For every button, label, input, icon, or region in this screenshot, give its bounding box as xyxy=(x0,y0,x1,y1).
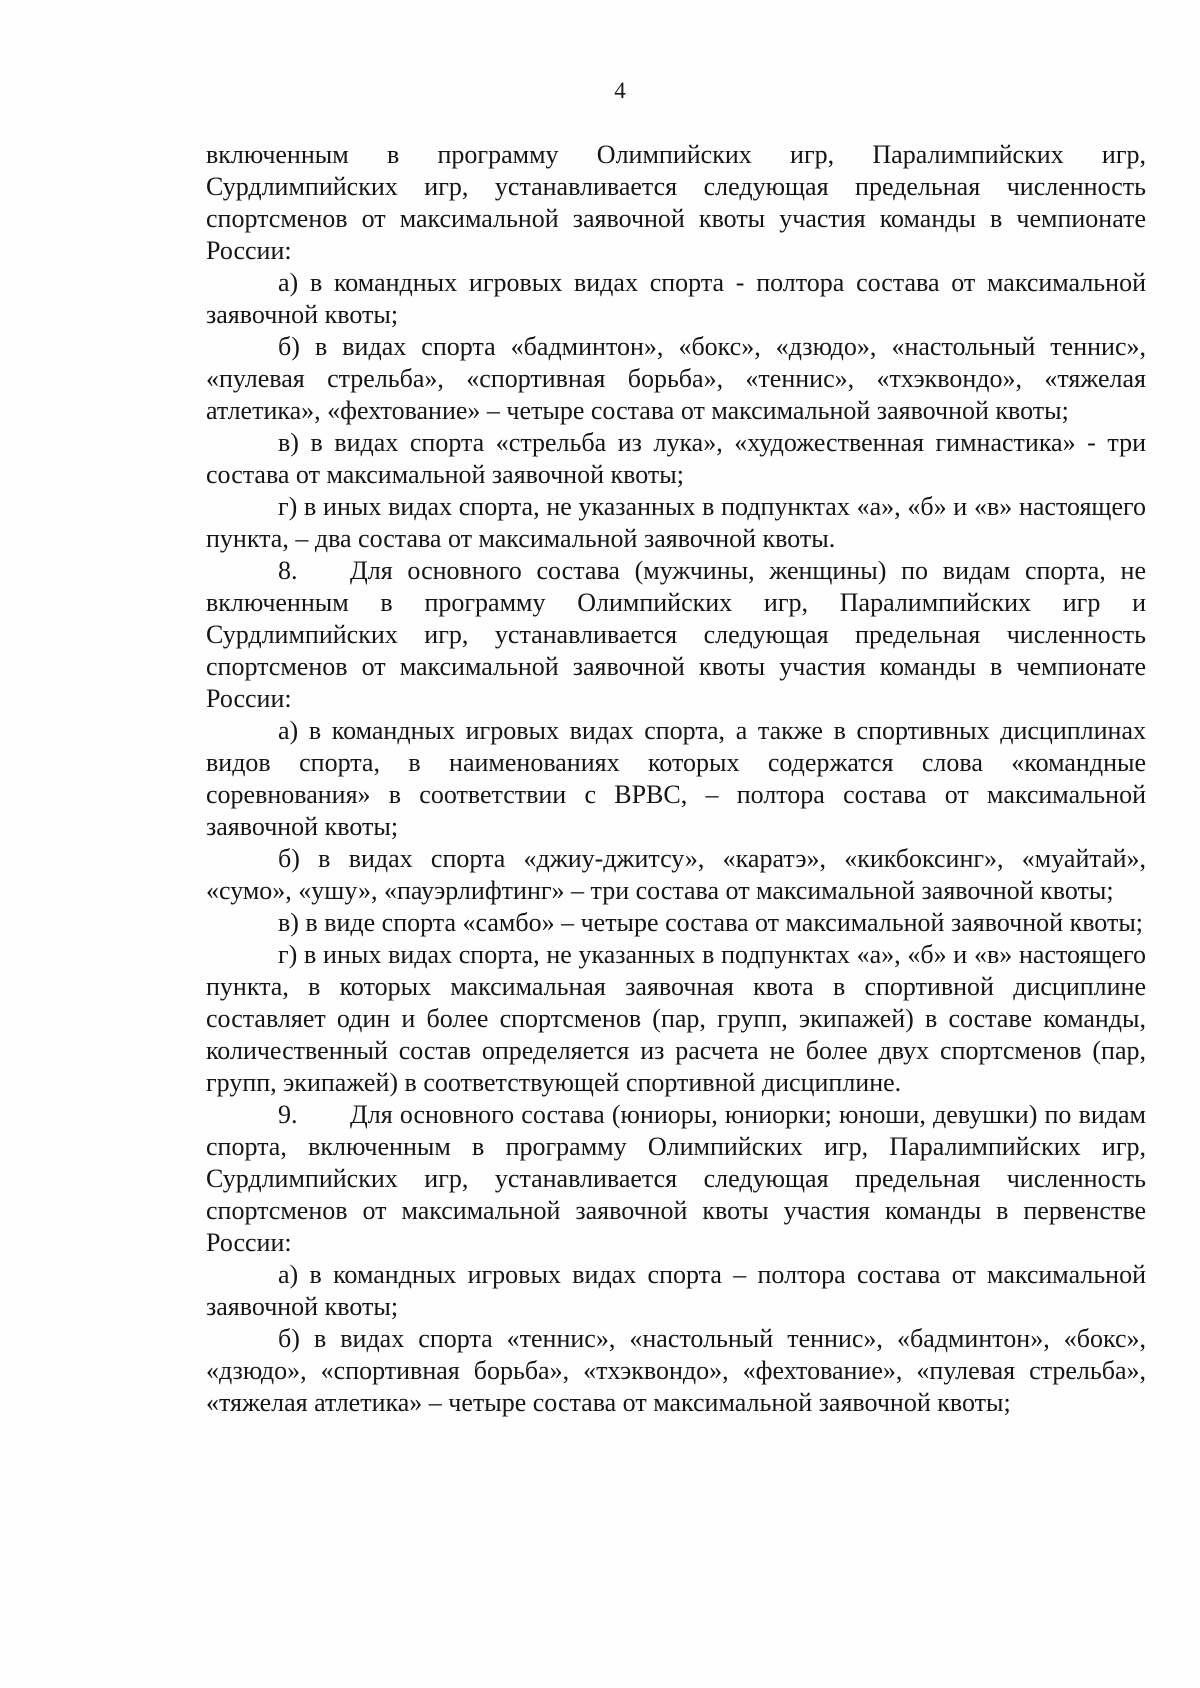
document-body xyxy=(206,139,1146,1419)
subitem-g xyxy=(206,491,1146,555)
subitem-g xyxy=(206,939,1146,1099)
subitem-b xyxy=(206,1323,1146,1419)
item-number: 8. xyxy=(278,556,298,585)
subitem-v xyxy=(206,427,1146,491)
paragraph-text: г) в иных видах спорта, не указанных в подпунктах «а», «б» и «в» настоящего пункта, в которых максимальная заявочная квота в спортивной дисциплине составляет один и более спортсменов (пар, групп, экипажей) в составе команды, количественный состав определяется из расчета не более двух спортсменов (пар, групп, экипажей) в соответствующей спортивной дисциплине. xyxy=(206,940,1146,1097)
paragraph-text: г) в иных видах спорта, не указанных в подпунктах «а», «б» и «в» настоящего пункта, – два состава от максимальной заявочной квоты. xyxy=(206,492,1146,553)
numbered-item-9 xyxy=(206,1099,1146,1259)
paragraph-text: в) в виде спорта «самбо» – четыре состава от максимальной заявочной квоты; xyxy=(278,908,1144,937)
subitem-v xyxy=(206,907,1146,939)
subitem-b xyxy=(206,331,1146,427)
numbered-item-8 xyxy=(206,555,1146,715)
subitem-a xyxy=(206,267,1146,331)
paragraph-text: а) в командных игровых видах спорта – полтора состава от максимальной заявочной квоты; xyxy=(206,1260,1146,1321)
paragraph-text: а) в командных игровых видах спорта, а также в спортивных дисциплинах видов спорта, в наименованиях которых содержатся слова «командные соревнования» в соответствии с ВРВС, – полтора состава от максимальной заявочной квоты; xyxy=(206,716,1146,841)
subitem-a xyxy=(206,715,1146,843)
page-number: 4 xyxy=(614,78,626,103)
subitem-b xyxy=(206,843,1146,907)
paragraph-text: в) в видах спорта «стрельба из лука», «художественная гимнастика» - три состава от максимальной заявочной квоты; xyxy=(206,428,1146,489)
paragraph-text: б) в видах спорта «теннис», «настольный теннис», «бадминтон», «бокс», «дзюдо», «спортивная борьба», «тхэквондо», «фехтование», «пулевая стрельба», «тяжелая атлетика» – четыре состава от максимальной заявочной квоты; xyxy=(206,1324,1146,1417)
paragraph-text: а) в командных игровых видах спорта - полтора состава от максимальной заявочной квоты; xyxy=(206,268,1146,329)
paragraph-text: включенным в программу Олимпийских игр, Паралимпийских игр, Сурдлимпийских игр, устанавливается следующая предельная численность спортсменов от максимальной заявочной квоты участия команды в чемпионате России: xyxy=(206,140,1146,265)
item-number: 9. xyxy=(278,1100,298,1129)
paragraph-text: Для основного состава (мужчины, женщины) по видам спорта, не включенным в программу Олимпийских игр, Паралимпийских игр и Сурдлимпийских игр, устанавливается следующая предельная численность спортсменов от максимальной заявочной квоты участия команды в чемпионате России: xyxy=(206,556,1146,713)
paragraph-text: б) в видах спорта «джиу-джитсу», «каратэ», «кикбоксинг», «муайтай», «сумо», «ушу», «пауэрлифтинг» – три состава от максимальной заявочной квоты; xyxy=(206,844,1146,905)
paragraph-text: Для основного состава (юниоры, юниорки; юноши, девушки) по видам спорта, включенным в программу Олимпийских игр, Паралимпийских игр, Сурдлимпийских игр, устанавливается следующая предельная численность спортсменов от максимальной заявочной квоты участия команды в первенстве России: xyxy=(206,1100,1146,1257)
paragraph-text: б) в видах спорта «бадминтон», «бокс», «дзюдо», «настольный теннис», «пулевая стрельба», «спортивная борьба», «теннис», «тхэквондо», «тяжелая атлетика», «фехтование» – четыре состава от максимальной заявочной квоты; xyxy=(206,332,1146,425)
paragraph-continuation xyxy=(206,139,1146,267)
subitem-a xyxy=(206,1259,1146,1323)
